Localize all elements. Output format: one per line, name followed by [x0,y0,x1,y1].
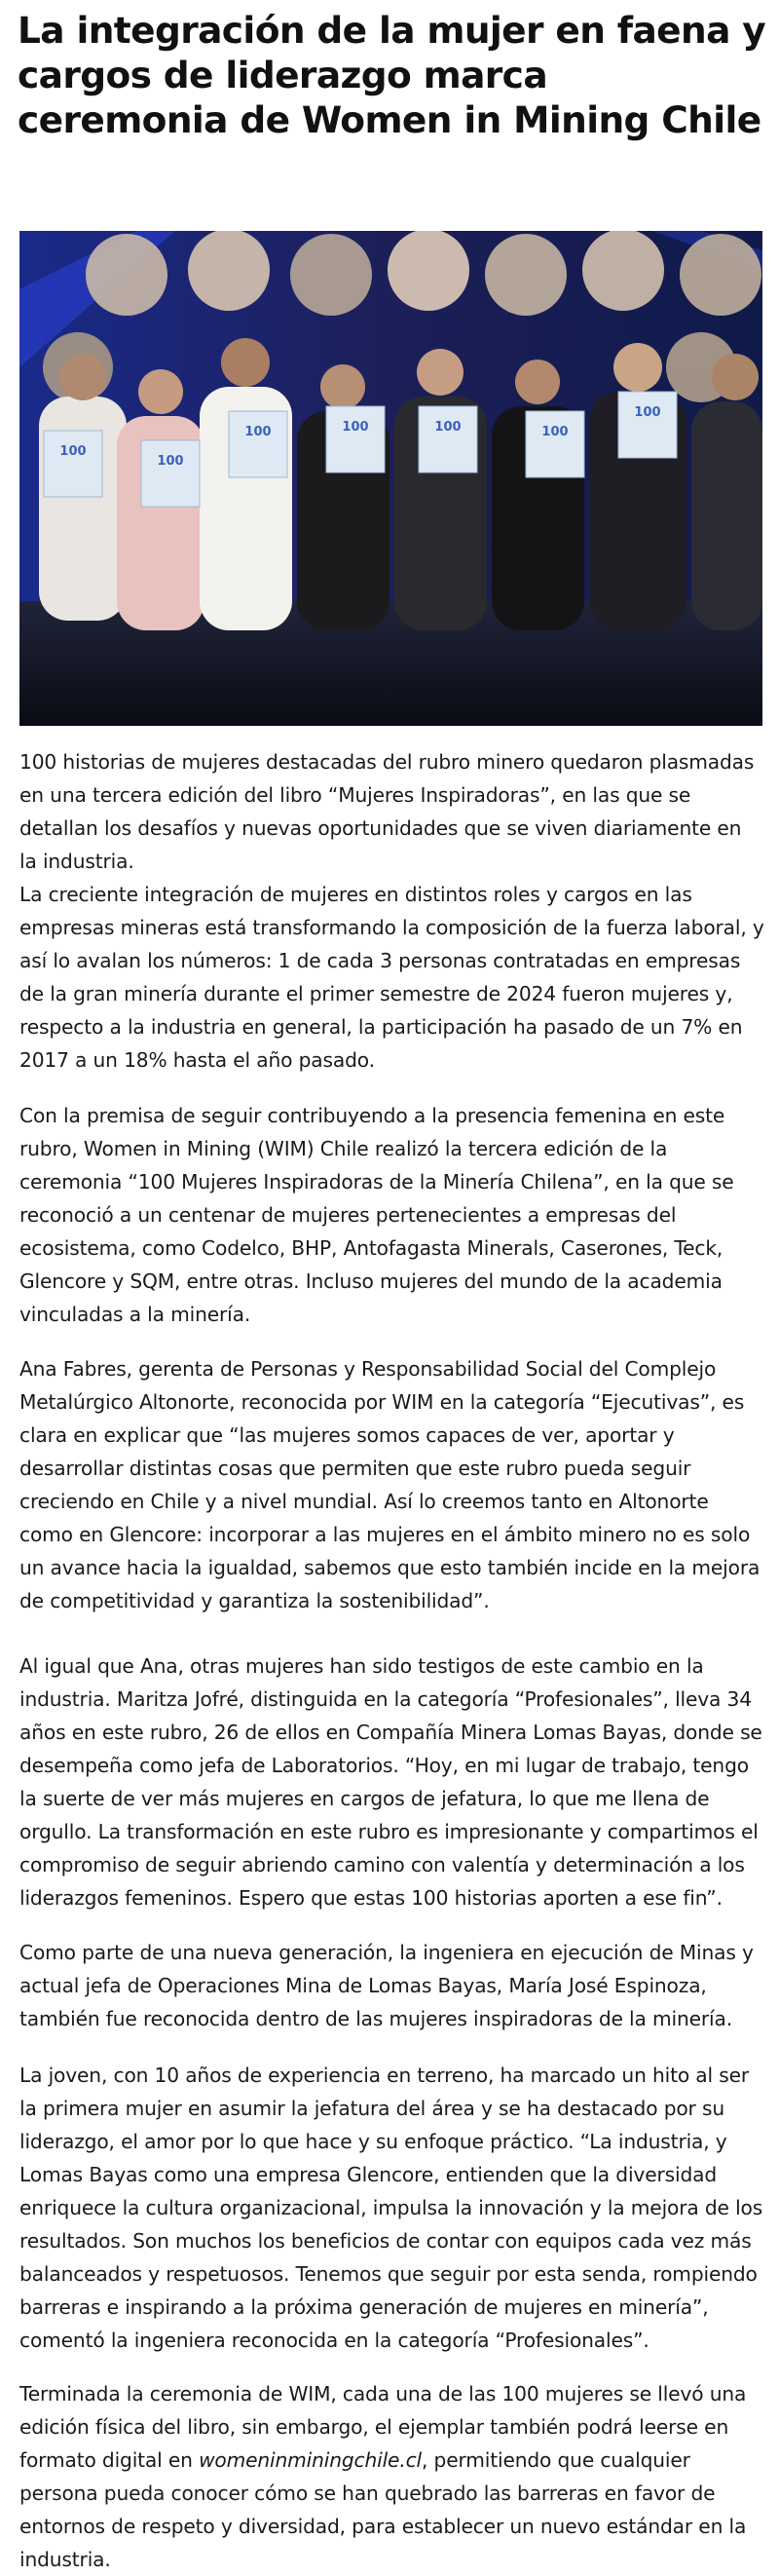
paragraph-6: Como parte de una nueva generación, la ingeniera en ejecución de Minas y actual jefa de Operaciones Mina de Lomas Bayas, María José Espinoza, también fue reconocida dentro de las mujeres inspiradoras de la minería. [19,1941,754,2030]
paragraph-7: La joven, con 10 años de experiencia en terreno, ha marcado un hito al ser la primera mujer en asumir la jefatura del área y se ha destacado por su liderazgo, el amor por lo que hace y su enfoque práctico. “La industria, y Lomas Bayas como una empresa Glencore, entienden que la diversidad enriquece la cultura organizacional, impulsa la innovación y la mejora de los resultados. Son muchos los beneficios de contar con equipos cada vez más balanceados y respetuosos. Tenemos que seguir por esta senda, rompiendo barreras e inspirando a la próxima generación de mujeres en minería”, comentó la ingeniera reconocida en la categoría “Profesionales”. [19,2064,763,2352]
svg-text:100: 100 [244,425,272,439]
paragraph-3: Con la premisa de seguir contribuyendo a la presencia femenina en este rubro, Women in Mining (WIM) Chile realizó la tercera edición de la ceremonia “100 Mujeres Inspiradoras de la Minería Chilena”, en la que se reconoció a un centenar de mujeres pertenecientes a empresas del ecosistema, como Codelco, BHP, Antofagasta Minerals, Caserones, Teck, Glencore y SQM, entre otras. Incluso mujeres del mundo de la academia vinculadas a la minería. [19,1104,734,1326]
paragraph-5: Al igual que Ana, otras mujeres han sido testigos de este cambio en la industria. Maritza Jofré, distinguida en la categoría “Profesionales”, lleva 34 años en este rubro, 26 de ellos en Compañía Minera Lomas Bayas, donde se desempeña como jefa de Laboratorios. “Hoy, en mi lugar de trabajo, tengo la suerte de ver más mujeres en cargos de jefatura, lo que me llena de orgullo. La transformación en este rubro es impresionante y compartimos el compromiso de seguir abriendo camino con valentía y determinación a los liderazgos femeninos. Espero que estas 100 historias aporten a ese fin”. [19,1654,762,1910]
svg-text:100: 100 [434,420,462,435]
closing-text-after: , permitiendo que cualquier persona pueda conocer cómo se han quebrado las barreras en favor de entornos de respeto y diversidad, para establecer un nuevo estándar en la industria. [19,2448,747,2571]
svg-text:100: 100 [541,425,569,439]
paragraph-2: La creciente integración de mujeres en distintos roles y cargos en las empresas mineras está transformando la composición de la fuerza laboral, y así lo avalan los números: 1 de cada 3 personas contratadas en empresas de la gran minería durante el primer semestre de 2024 fueron mujeres y, respecto a la industria en general, la participación ha pasado de un 7% en 2017 a un 18% hasta el año pasado. [19,883,764,1072]
svg-text:100: 100 [634,405,661,420]
ceremony-photo [19,231,762,726]
paragraph-8 [19,2377,764,2576]
svg-text:100: 100 [59,444,87,459]
paragraph-4: Ana Fabres, gerenta de Personas y Responsabilidad Social del Complejo Metalúrgico Altonorte, reconocida por WIM en la categoría “Ejecutivas”, es clara en explicar que “las mujeres somos capaces de ver, aportar y desarrollar distintas cosas que permiten que este rubro pueda seguir creciendo en Chile y a nivel mundial. Así lo creemos tanto en Altonorte como en Glencore: incorporar a las mujeres en el ámbito minero no es solo un avance hacia la igualdad, sabemos que esto también incide en la mejora de competitividad y garantiza la sostenibilidad”. [19,1357,760,1612]
article-title: La integración de la mujer en faena y cargos de liderazgo marca ceremonia de Women in Mining Chile [18,9,766,141]
svg-text:100: 100 [342,420,369,435]
svg-text:100: 100 [157,454,184,469]
closing-text-before: Terminada la ceremonia de WIM, cada una de las 100 mujeres se llevó una edición física del libro, sin embargo, el ejemplar también podrá leerse en formato digital en [19,2382,747,2472]
website-link[interactable]: womeninminingchile.cl [199,2448,422,2472]
paragraph-1: 100 historias de mujeres destacadas del rubro minero quedaron plasmadas en una tercera edición del libro “Mujeres Inspiradoras”, en las que se detallan los desafíos y nuevas oportunidades que se viven diariamente en la industria. [19,750,755,873]
